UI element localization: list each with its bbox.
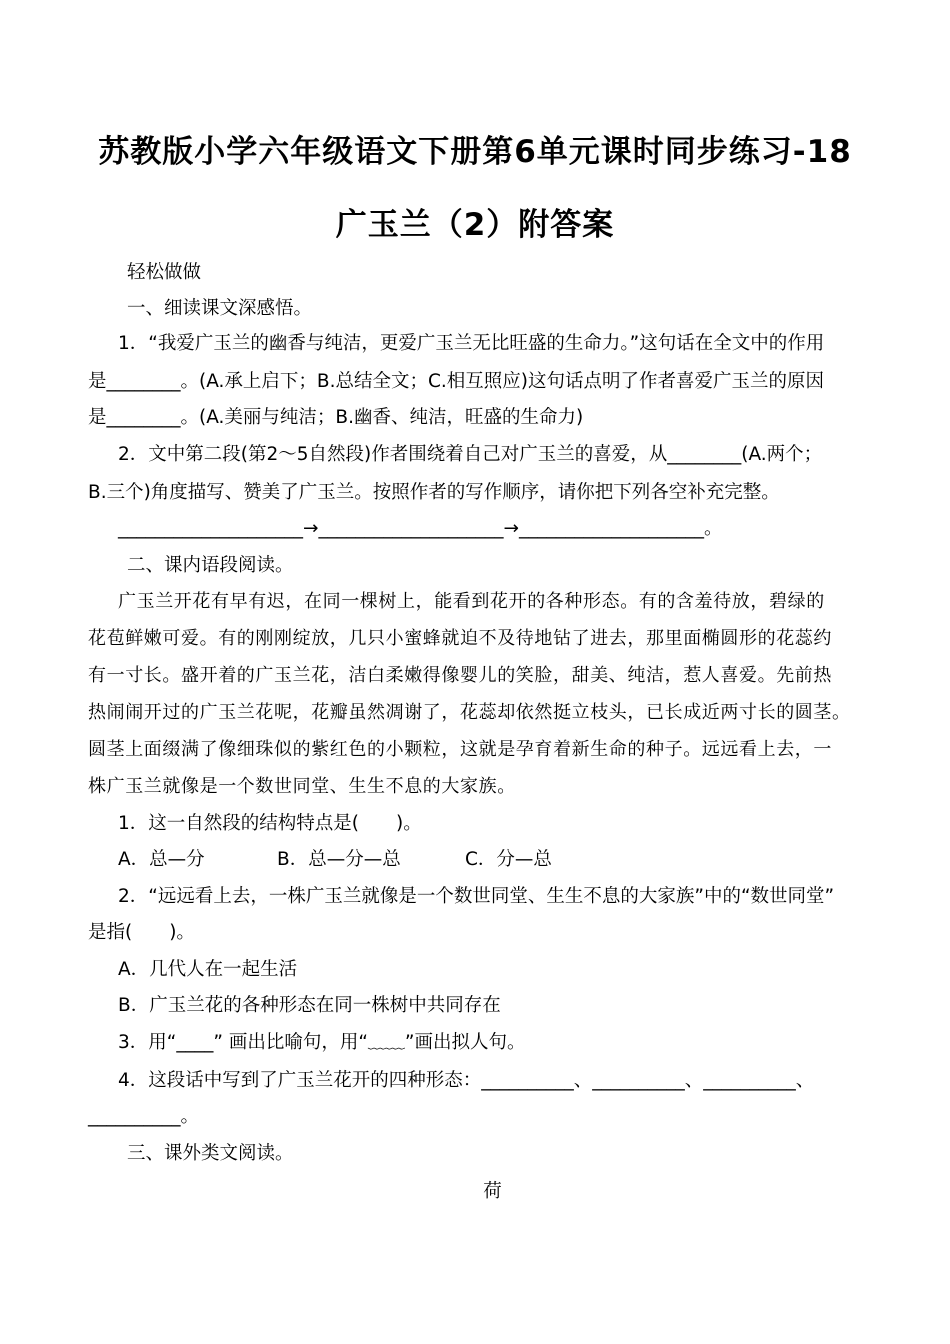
part2-q1-option-a: A．总—分: [118, 849, 205, 870]
part1-q2-answer-blanks: ____________________→____________________→____________________。: [118, 518, 723, 539]
part3-heading: 三、课外类文阅读。: [127, 1143, 294, 1164]
document-title-line-1: 苏教版小学六年级语文下册第6单元课时同步练习-18: [98, 134, 852, 170]
part2-q4-line1: 4．这段话中写到了广玉兰花开的四种形态：__________、__________、__________、: [118, 1070, 815, 1091]
part2-q4-line2: __________。: [88, 1106, 200, 1127]
part1-q2-line2: B.三个)角度描写、赞美了广玉兰。按照作者的写作顺序，请你把下列各空补充完整。: [88, 482, 780, 503]
part2-q2-line2: 是指( )。: [88, 922, 195, 943]
part1-heading: 一、细读课文深感悟。: [127, 298, 313, 319]
section-label-easy: 轻松做做: [127, 262, 202, 283]
passage-line: 有一寸长。盛开着的广玉兰花，洁白柔嫩得像婴儿的笑脸，甜美、纯洁，惹人喜爱。先前热: [88, 665, 832, 686]
passage-line: 圆茎上面缀满了像细珠似的紫红色的小颗粒，这就是孕育着新生命的种子。远远看上去，一: [88, 739, 832, 760]
part2-q2-line1: 2．“远远看上去，一株广玉兰就像是一个数世同堂、生生不息的大家族”中的“数世同堂”: [118, 886, 835, 907]
part2-q1-option-c: C．分—总: [465, 849, 552, 870]
article-title: 荷: [483, 1181, 502, 1202]
document-title-line-2: 广玉兰（2）附答案: [335, 207, 615, 243]
part2-heading: 二、课内语段阅读。: [127, 555, 294, 576]
part1-q1-line1: 1．“我爱广玉兰的幽香与纯洁，更爱广玉兰无比旺盛的生命力。”这句话在全文中的作用: [118, 333, 825, 354]
passage-line: 株广玉兰就像是一个数世同堂、生生不息的大家族。: [88, 776, 516, 797]
part2-q1-option-b: B．总—分—总: [277, 849, 401, 870]
part1-q2-line1: 2．文中第二段(第2～5自然段)作者围绕着自己对广玉兰的喜爱，从________(A.两个；: [118, 444, 823, 465]
passage-line: 广玉兰开花有早有迟，在同一棵树上，能看到花开的各种形态。有的含羞待放，碧绿的: [118, 591, 825, 612]
part2-q1: 1．这一自然段的结构特点是( )。: [118, 813, 422, 834]
part2-q3: 3．用“____” 画出比喻句，用“﹏﹏”画出拟人句。: [118, 1032, 526, 1053]
part2-q2-option-b: B．广玉兰花的各种形态在同一株树中共同存在: [118, 995, 501, 1016]
passage-line: 热闹闹开过的广玉兰花呢，花瓣虽然凋谢了，花蕊却依然挺立枝头，已长成近两寸长的圆茎。: [88, 702, 851, 723]
part1-q1-line2: 是________。(A.承上启下；B.总结全文；C.相互照应)这句话点明了作者喜爱广玉兰的原因: [88, 371, 825, 392]
part1-q1-line3: 是________。(A.美丽与纯洁；B.幽香、纯洁，旺盛的生命力): [88, 407, 584, 428]
part2-q2-option-a: A．几代人在一起生活: [118, 959, 298, 980]
passage-line: 花苞鲜嫩可爱。有的刚刚绽放，几只小蜜蜂就迫不及待地钻了进去，那里面椭圆形的花蕊约: [88, 628, 832, 649]
